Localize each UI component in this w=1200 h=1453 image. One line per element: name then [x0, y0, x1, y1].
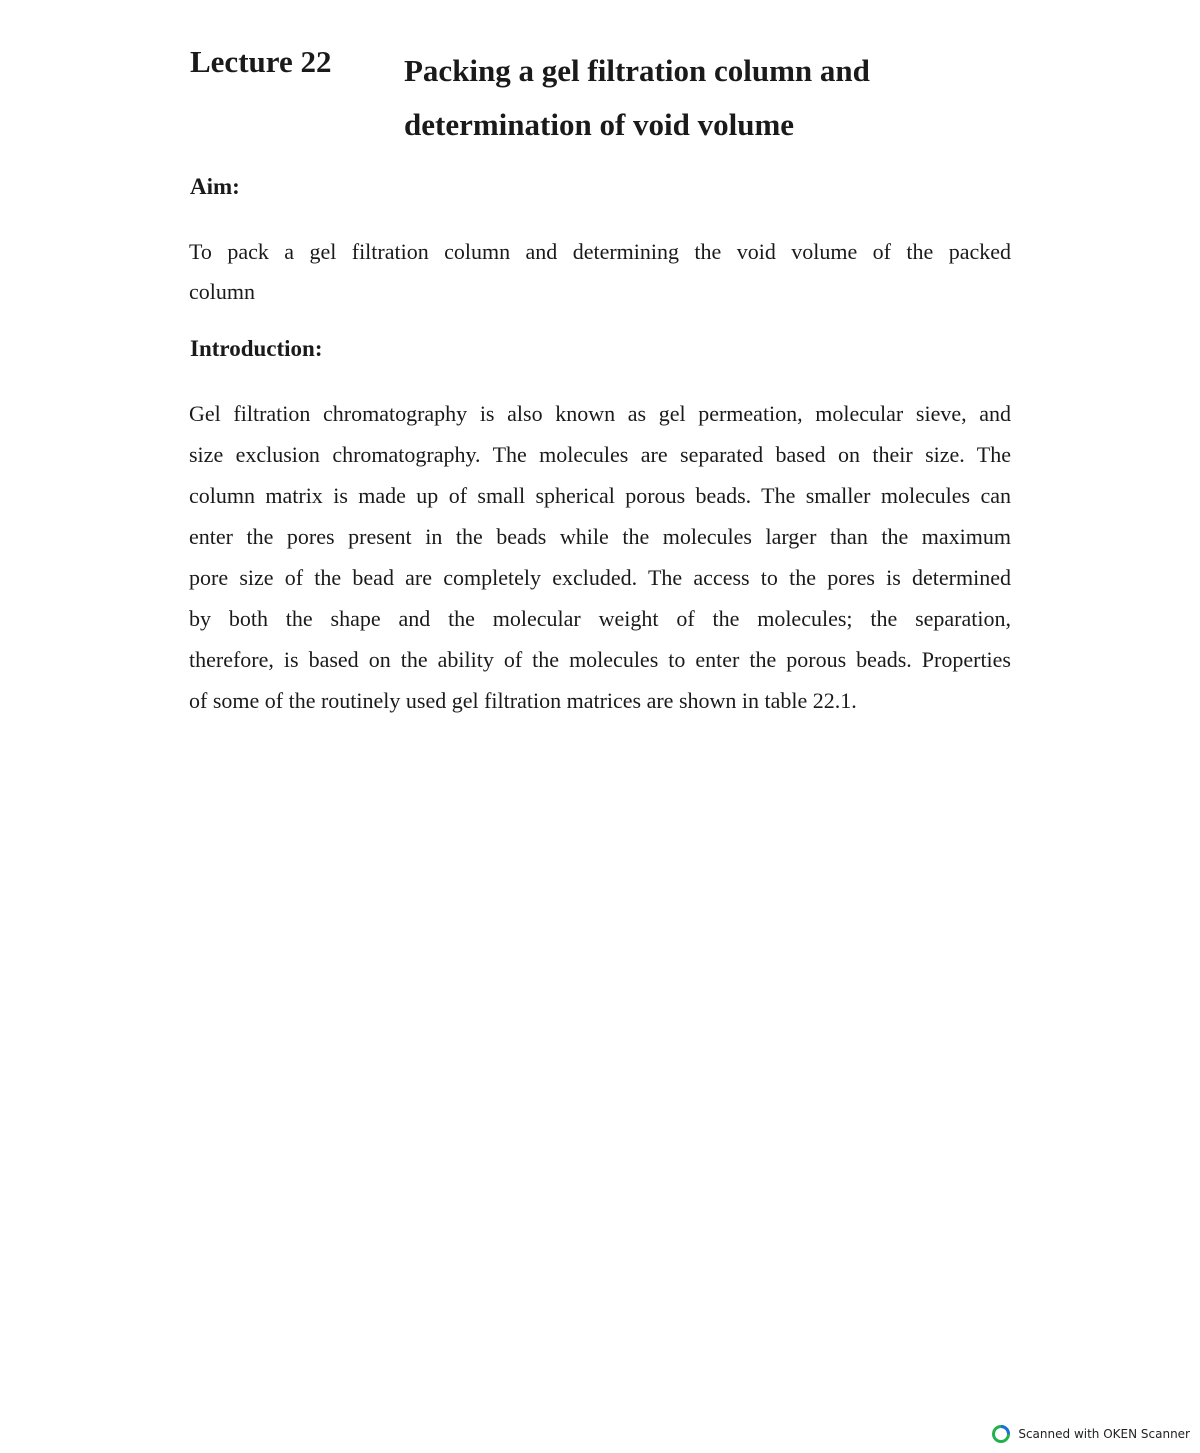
aim-heading: Aim:: [190, 174, 240, 199]
introduction-line: enter the pores present in the beads while the molecules larger than the maximum: [189, 524, 1011, 549]
introduction-line: size exclusion chromatography. The molecules are separated based on their size. The: [189, 442, 1011, 467]
introduction-line: by both the shape and the molecular weight of the molecules; the separation,: [189, 606, 1011, 631]
lecture-title-line-1: Packing a gel filtration column and: [404, 53, 870, 88]
scanner-watermark-text: Scanned with OKEN Scanner: [1018, 1427, 1190, 1441]
aim-line: To pack a gel filtration column and determining the void volume of the packed: [189, 239, 1011, 264]
introduction-line: column matrix is made up of small spherical porous beads. The smaller molecules can: [189, 483, 1011, 508]
introduction-heading: Introduction:: [190, 336, 323, 361]
aim-paragraph: [189, 232, 1011, 312]
scanner-watermark: [992, 1425, 1190, 1443]
lecture-title-line-2: determination of void volume: [404, 107, 795, 142]
introduction-line: therefore, is based on the ability of the molecules to enter the porous beads. Properties: [189, 647, 1011, 672]
introduction-paragraph: [189, 393, 1011, 721]
introduction-line: Gel filtration chromatography is also known as gel permeation, molecular sieve, and: [189, 401, 1011, 426]
oken-scanner-logo-icon: [992, 1425, 1010, 1443]
aim-line: column: [189, 279, 255, 304]
introduction-line: pore size of the bead are completely excluded. The access to the pores is determined: [189, 565, 1011, 590]
lecture-number: Lecture 22: [190, 44, 332, 79]
lecture-title: [404, 44, 1044, 152]
introduction-line: of some of the routinely used gel filtration matrices are shown in table 22.1.: [189, 688, 857, 713]
